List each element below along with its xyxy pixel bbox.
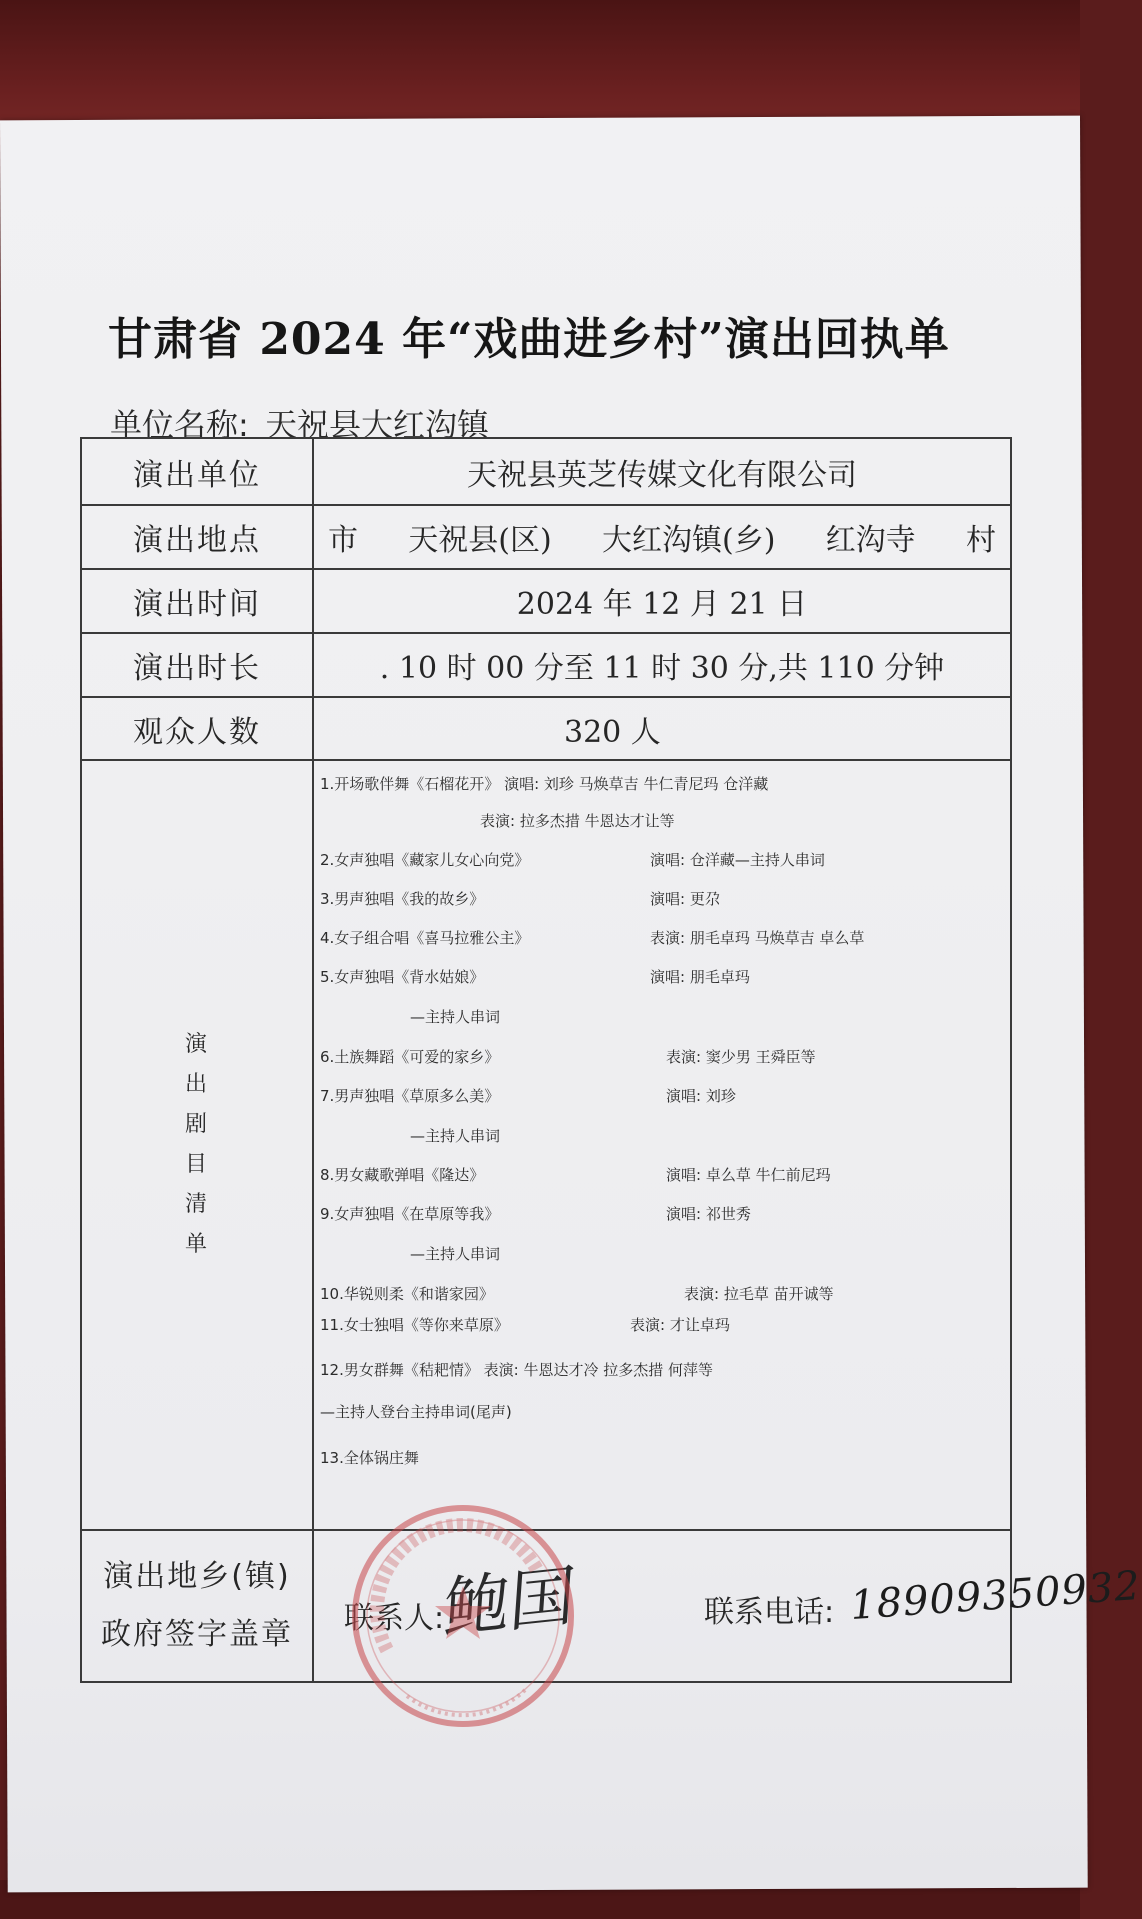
location-city: 市 [328,523,358,558]
program-line: 8.男女藏歌弹唱《隆达》 [320,1166,485,1184]
phone-value: 18909350932 [848,1562,1142,1630]
program-label-char: 清 [184,1192,209,1217]
row-duration [81,633,1011,697]
program-line: 5.女声独唱《背水姑娘》 [320,968,485,986]
location-county: 天祝县(区) [408,523,552,558]
program-line: 表演: 拉毛草 苗开诚等 [684,1285,834,1303]
program-line: 演唱: 卓么草 牛仁前尼玛 [666,1166,831,1184]
location-town: 大红沟镇(乡) [601,523,776,558]
program-line: 1.开场歌伴舞《石榴花开》 演唱: 刘珍 马焕草吉 牛仁青尼玛 仓洋藏 [320,775,769,793]
row-signature [81,1530,1011,1682]
program-line: —主持人登台主持串词(尾声) [320,1403,512,1421]
signature-label-line: 政府签字盖章 [101,1617,293,1652]
program-label-char: 演 [184,1032,209,1057]
program-label-char: 单 [184,1232,209,1257]
duration-label: 演出时长 [81,633,313,697]
program-line: 演唱: 刘珍 [666,1087,736,1105]
program-line: 9.女声独唱《在草原等我》 [320,1205,500,1223]
audience-value: 320 人 [313,697,1011,760]
program-line: —主持人串词 [410,1008,501,1026]
phone-label: 联系电话: [704,1595,835,1630]
program-line: 4.女子组合唱《喜马拉雅公主》 [320,929,530,947]
unit-name-value: 天祝县大红沟镇 [264,406,489,444]
program-line: 表演: 窦少男 王舜臣等 [666,1048,816,1066]
program-line: 3.男声独唱《我的故乡》 [320,890,485,908]
receipt-form-table [80,437,1142,1683]
location-village: 红沟寺 [825,523,916,558]
signature-label-line: 演出地乡(镇) [103,1559,291,1594]
time-label: 演出时间 [81,569,313,633]
program-list [313,760,1011,1530]
signature-label [81,1530,313,1682]
row-location [81,505,1011,569]
program-label-char: 出 [184,1072,209,1097]
program-line: 演唱: 朋毛卓玛 [650,968,750,986]
program-line: 2.女声独唱《藏家儿女心向党》 [320,851,530,869]
performer-label: 演出单位 [81,438,313,505]
document-title: 甘肃省 2024 年“戏曲进乡村”演出回执单 [108,314,950,365]
program-line: —主持人串词 [410,1127,501,1145]
row-audience [81,697,1011,760]
program-line: 13.全体锅庄舞 [320,1449,419,1467]
program-line: 表演: 才让卓玛 [630,1316,730,1334]
unit-name-label: 单位名称: [110,406,249,444]
location-label: 演出地点 [81,505,313,569]
program-line: —主持人串词 [410,1245,501,1263]
program-label-char: 剧 [184,1112,209,1137]
program-label [81,760,313,1530]
location-village-suffix: 村 [965,523,996,558]
program-line: 表演: 朋毛卓玛 马焕草吉 卓么草 [650,929,865,947]
program-label-char: 目 [184,1152,209,1177]
program-line: 7.男声独唱《草原多么美》 [320,1087,500,1105]
time-value: 2024 年 12 月 21 日 [313,569,1011,633]
program-line: 10.华锐则柔《和谐家园》 [320,1285,494,1303]
program-line: 演唱: 仓洋藏—主持人串词 [650,851,825,869]
program-line: 11.女士独唱《等你来草原》 [320,1316,509,1334]
program-line: 表演: 拉多杰措 牛恩达才让等 [480,812,675,830]
row-performer [81,438,1011,505]
location-value [313,505,1011,569]
program-line: 演唱: 祁世秀 [666,1205,751,1223]
performer-value: 天祝县英芝传媒文化有限公司 [313,438,1011,505]
contact-label: 联系人: [344,1601,445,1636]
row-program [81,760,1011,1530]
program-line: 12.男女群舞《秸耙情》 表演: 牛恩达才冷 拉多杰措 何萍等 [320,1361,713,1379]
contact-signature: 鲍国 [441,1556,578,1649]
program-line: 6.土族舞蹈《可爱的家乡》 [320,1048,500,1066]
program-line: 演唱: 更尕 [650,890,720,908]
signature-cell [313,1530,1142,1682]
duration-value: . 10 时 00 分至 11 时 30 分,共 110 分钟 [313,633,1011,697]
audience-label: 观众人数 [81,697,313,760]
row-time [81,569,1011,633]
